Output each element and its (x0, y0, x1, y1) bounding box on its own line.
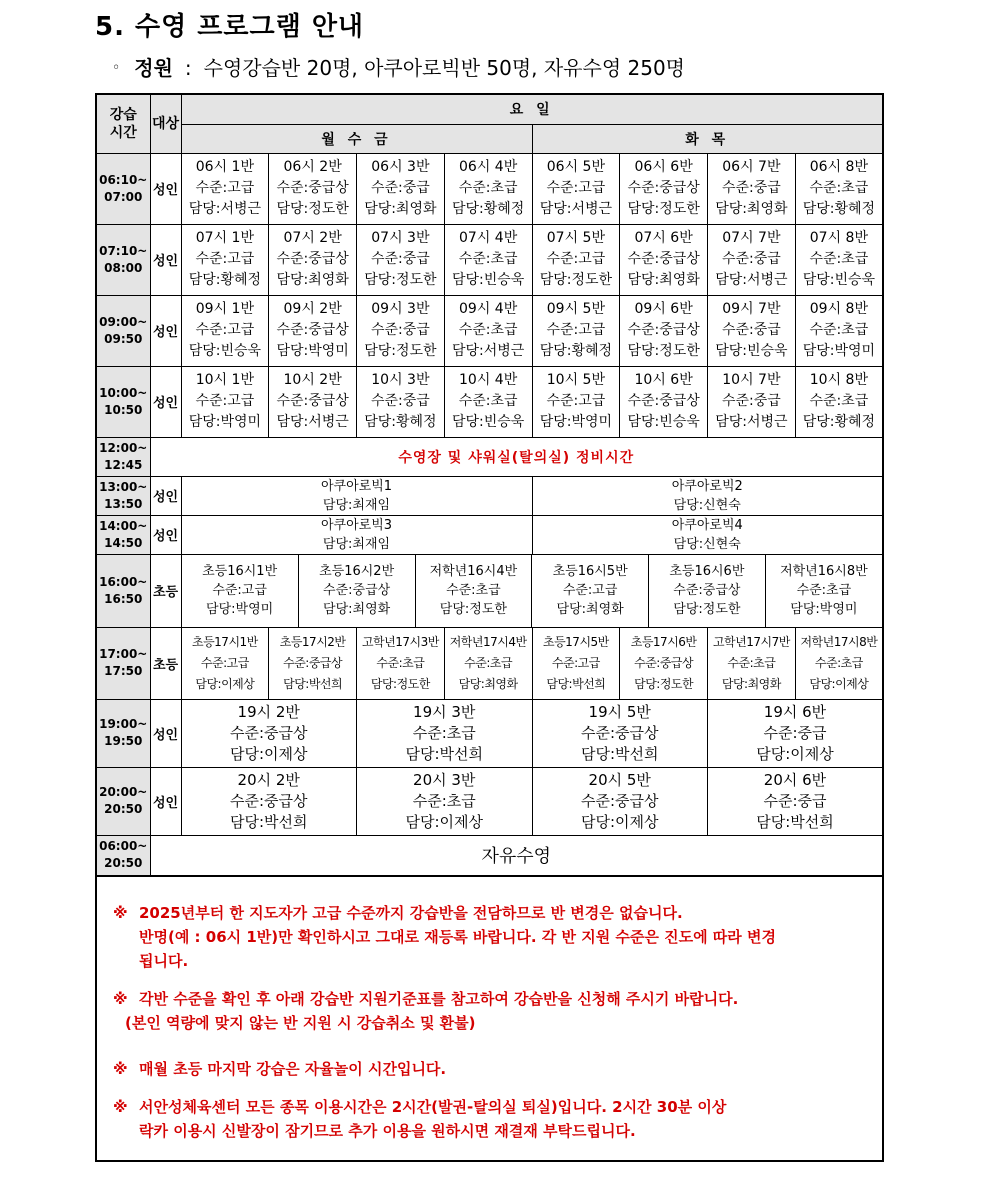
class-name: 아쿠아로빅3 (320, 517, 393, 533)
class-name: 10시 6반 (634, 372, 693, 388)
class-cell (708, 224, 796, 295)
class-name: 초등17시1반 (191, 634, 258, 649)
class-info: 수준:중급 (370, 393, 430, 409)
class-info: 담당:정도한 (276, 201, 349, 217)
time-cell: 06:10~ 07:00 (96, 153, 150, 224)
time-cell: 10:00~ 10:50 (96, 366, 150, 437)
class-info: 담당:박선희 (580, 744, 659, 763)
class-cell (444, 295, 532, 366)
class-name: 06시 2반 (283, 159, 342, 175)
class-cell (181, 767, 357, 835)
class-name: 20시 6반 (763, 770, 827, 789)
kids16-inner (182, 555, 883, 627)
class-info: 수준:고급 (195, 180, 255, 196)
notice-line: 락카 이용시 신발장이 잠기므로 추가 이용을 원하시면 재결재 부탁드립니다. (139, 1122, 636, 1140)
class-name: 09시 8반 (809, 301, 868, 317)
class-info: 수준:중급상 (634, 655, 694, 670)
target-cell: 성인 (150, 767, 181, 835)
notice-line: (본인 역량에 맞지 않는 반 지원 시 강습취소 및 환불) (125, 1014, 476, 1032)
class-info: 수준:고급 (562, 583, 618, 598)
class-info: 수준:초급 (446, 583, 501, 598)
class-cell (269, 224, 357, 295)
table-row (96, 295, 883, 366)
class-info: 담당:황혜정 (802, 201, 876, 217)
class-cell (532, 224, 620, 295)
notice-item (113, 987, 738, 1035)
class-name: 09시 7반 (722, 301, 781, 317)
class-info: 담당:박영미 (790, 602, 858, 617)
capacity-text: 수영강습반 20명, 아쿠아로빅반 50명, 자유수영 250명 (203, 56, 685, 80)
class-info: 담당:박영미 (276, 343, 349, 359)
class-name: 초등17시6반 (630, 634, 697, 649)
class-info: 담당:이제상 (580, 812, 659, 831)
class-info: 수준:고급 (546, 180, 606, 196)
class-info: 담당:빈승욱 (627, 414, 700, 430)
class-cell (357, 153, 445, 224)
class-cell (269, 153, 357, 224)
time-cell: 17:00~ 17:50 (96, 627, 150, 699)
class-cell (357, 366, 445, 437)
class-name: 09시 6반 (634, 301, 693, 317)
class-info: 담당:최영화 (627, 272, 700, 288)
free-swim-cell: 자유수영 (150, 835, 883, 876)
class-cell (620, 153, 708, 224)
class-info: 수준:고급 (551, 655, 600, 670)
class-cell (620, 224, 708, 295)
target-cell: 초등 (150, 627, 181, 699)
class-info: 담당:빈승욱 (188, 343, 262, 359)
bullet-icon: ◦ (112, 60, 121, 76)
class-cell (620, 366, 708, 437)
class-name: 10시 4반 (459, 372, 518, 388)
time-cell: 19:00~ 19:50 (96, 699, 150, 767)
class-name: 10시 7반 (722, 372, 781, 388)
table-row (96, 835, 883, 876)
class-name: 06시 6반 (634, 159, 693, 175)
notice-line: 서안성체육센터 모든 종목 이용시간은 2시간(발권-탈의실 퇴실)입니다. 2시간 30분 이상 (139, 1098, 727, 1116)
class-info: 담당:박영미 (188, 414, 262, 430)
class-info: 담당:빈승욱 (802, 272, 876, 288)
class-cell (357, 699, 533, 767)
table-row (96, 515, 883, 554)
class-info: 수준:초급 (458, 180, 518, 196)
class-info: 담당:황혜정 (364, 414, 437, 430)
class-info: 수준:중급상 (627, 393, 700, 409)
class-name: 19시 6반 (763, 702, 827, 721)
class-cell (532, 366, 620, 437)
notice-box (95, 877, 884, 1162)
class-info: 담당:박선희 (546, 676, 606, 691)
class-cell (269, 295, 357, 366)
class-name: 19시 5반 (588, 702, 651, 721)
class-cell (357, 627, 445, 699)
class-info: 수준:중급상 (627, 251, 700, 267)
class-info: 수준:초급 (464, 655, 513, 670)
capacity-line (112, 52, 685, 81)
class-info: 담당:신현숙 (673, 497, 741, 513)
class-info: 담당:박선희 (405, 744, 483, 763)
class-info: 담당:최영화 (556, 602, 624, 617)
class-name: 10시 1반 (195, 372, 254, 388)
class-info: 수준:고급 (195, 251, 255, 267)
notice-mark: ※ (113, 1060, 128, 1078)
class-info: 수준:중급 (763, 791, 827, 810)
class-info: 수준:중급상 (276, 322, 349, 338)
class-info: 담당:이제상 (195, 676, 255, 691)
capacity-label: 정원 (134, 56, 173, 80)
class-name: 저학년17시8반 (800, 634, 878, 649)
class-name: 07시 8반 (809, 230, 868, 246)
class-cell (182, 555, 299, 627)
time-cell: 14:00~ 14:50 (96, 515, 150, 554)
class-info: 수준:중급상 (229, 723, 308, 742)
class-name: 저학년17시4반 (449, 634, 527, 649)
target-cell: 초등 (150, 554, 181, 627)
class-info: 수준:중급상 (323, 583, 391, 598)
class-name: 고학년17시7반 (712, 634, 790, 649)
class-name: 초등16시2반 (319, 564, 395, 579)
class-cell (444, 153, 532, 224)
class-info: 담당:정도한 (370, 676, 430, 691)
class-info: 수준:중급상 (229, 791, 308, 810)
class-cell (444, 224, 532, 295)
maintenance-cell: 수영장 및 샤워실(탈의실) 정비시간 (150, 437, 883, 476)
class-info: 담당:정도한 (364, 272, 437, 288)
class-name: 20시 2반 (237, 770, 300, 789)
class-info: 수준:중급상 (276, 251, 349, 267)
notice-mark: ※ (113, 1098, 128, 1116)
class-cell (181, 153, 269, 224)
class-name: 07시 6반 (634, 230, 693, 246)
class-cell (181, 224, 269, 295)
header-mwf: 월 수 금 (181, 124, 532, 153)
table-row (96, 699, 883, 767)
class-info: 담당:신현숙 (673, 536, 741, 552)
class-info: 수준:중급상 (580, 723, 659, 742)
class-info: 수준:중급 (721, 180, 781, 196)
class-name: 06시 4반 (459, 159, 518, 175)
time-cell: 13:00~ 13:50 (96, 476, 150, 515)
class-info: 수준:고급 (212, 583, 267, 598)
class-info: 수준:고급 (195, 393, 255, 409)
class-info: 수준:중급상 (627, 322, 700, 338)
time-cell: 12:00~ 12:45 (96, 437, 150, 476)
class-info: 담당:황혜정 (802, 414, 876, 430)
class-cell (620, 627, 708, 699)
class-cell (649, 555, 766, 627)
class-name: 10시 5반 (546, 372, 605, 388)
class-name: 06시 1반 (195, 159, 254, 175)
class-cell (269, 366, 357, 437)
class-info: 수준:중급 (370, 251, 430, 267)
class-info: 수준:고급 (546, 322, 606, 338)
class-info: 담당:서병근 (451, 343, 525, 359)
class-cell (708, 699, 884, 767)
notice-line: 반명(예 : 06시 1반)만 확인하시고 그대로 재등록 바랍니다. 각 반 지원 수준은 진도에 따라 변경 (139, 928, 776, 946)
class-info: 수준:중급 (721, 393, 781, 409)
class-cell (181, 295, 269, 366)
class-info: 담당:최영화 (721, 676, 781, 691)
time-cell: 20:00~ 20:50 (96, 767, 150, 835)
class-name: 06시 7반 (722, 159, 781, 175)
class-name: 저학년16시4반 (429, 564, 518, 579)
class-info: 담당:서병근 (715, 414, 788, 430)
header-time: 강습 시간 (96, 94, 150, 153)
class-info: 담당:박선희 (756, 812, 834, 831)
table-row (96, 153, 883, 224)
class-name: 06시 5반 (546, 159, 605, 175)
class-info: 담당:이제상 (809, 676, 869, 691)
class-name: 07시 3반 (371, 230, 430, 246)
notice-mark: ※ (113, 990, 128, 1008)
class-info: 담당:박영미 (539, 414, 613, 430)
class-cell (298, 555, 415, 627)
class-info: 수준:초급 (412, 723, 476, 742)
class-name: 10시 2반 (283, 372, 342, 388)
class-info: 수준:중급 (370, 322, 430, 338)
class-info: 담당:서병근 (276, 414, 349, 430)
table-row (96, 366, 883, 437)
class-cell (795, 295, 883, 366)
class-info: 수준:고급 (546, 393, 606, 409)
time-cell: 06:00~ 20:50 (96, 835, 150, 876)
class-name: 초등16시6반 (669, 564, 745, 579)
class-info: 담당:황혜정 (539, 343, 613, 359)
class-name: 아쿠아로빅4 (671, 517, 743, 533)
class-info: 수준:초급 (809, 322, 869, 338)
class-info: 수준:초급 (809, 393, 869, 409)
class-info: 담당:황혜정 (188, 272, 262, 288)
class-cell (532, 555, 649, 627)
class-name: 저학년16시8반 (780, 564, 868, 579)
class-name: 10시 3반 (371, 372, 430, 388)
class-info: 수준:초급 (376, 655, 425, 670)
time-cell: 09:00~ 09:50 (96, 295, 150, 366)
class-info: 담당:박영미 (802, 343, 876, 359)
schedule-table (95, 93, 884, 877)
class-cell (532, 153, 620, 224)
class-name: 19시 2반 (237, 702, 300, 721)
class-info: 수준:중급상 (627, 180, 700, 196)
class-info: 수준:고급 (200, 655, 249, 670)
class-info: 담당:서병근 (715, 272, 788, 288)
class-cell (444, 627, 532, 699)
capacity-colon: : (184, 56, 192, 80)
class-cell (795, 153, 883, 224)
class-name: 09시 2반 (283, 301, 342, 317)
notice-line: 2025년부터 한 지도자가 고급 수준까지 강습반을 전담하므로 반 변경은 없습니다. (139, 904, 683, 922)
class-name: 20시 3반 (413, 770, 476, 789)
class-cell (532, 767, 708, 835)
table-row (96, 224, 883, 295)
class-info: 수준:초급 (458, 393, 518, 409)
class-cell (357, 224, 445, 295)
class-cell (415, 555, 532, 627)
class-cell (708, 153, 796, 224)
class-cell (181, 515, 532, 554)
class-cell (708, 767, 884, 835)
target-cell: 성인 (150, 515, 181, 554)
header-tt: 화 목 (532, 124, 883, 153)
class-info: 담당:최영화 (715, 201, 788, 217)
class-name: 09시 1반 (195, 301, 254, 317)
table-row (96, 437, 883, 476)
class-info: 담당:최영화 (276, 272, 349, 288)
table-row (96, 767, 883, 835)
page-title: 5. 수영 프로그램 안내 (95, 12, 365, 42)
notice-line: 각반 수준을 확인 후 아래 강습반 지원기준표를 참고하여 강습반을 신청해 주시기 바랍니다. (139, 990, 739, 1008)
class-cell (795, 366, 883, 437)
class-cell (181, 476, 532, 515)
kids16-holder (181, 554, 883, 627)
notice-mark: ※ (113, 904, 128, 922)
class-info: 수준:중급상 (276, 180, 349, 196)
notice-line: 매월 초등 마지막 강습은 자율놀이 시간입니다. (139, 1060, 447, 1078)
class-info: 수준:중급 (763, 723, 827, 742)
class-info: 수준:초급 (809, 251, 869, 267)
target-cell: 성인 (150, 295, 181, 366)
table-row (96, 627, 883, 699)
class-cell (269, 627, 357, 699)
time-cell: 16:00~ 16:50 (96, 554, 150, 627)
class-info: 수준:초급 (458, 322, 518, 338)
target-cell: 성인 (150, 153, 181, 224)
class-info: 수준:초급 (458, 251, 518, 267)
class-name: 고학년17시3반 (361, 634, 439, 649)
class-cell (532, 627, 620, 699)
notice-line: 됩니다. (139, 952, 189, 970)
class-name: 07시 2반 (283, 230, 342, 246)
class-name: 06시 8반 (809, 159, 868, 175)
class-name: 07시 1반 (195, 230, 254, 246)
class-info: 담당:이제상 (756, 744, 834, 763)
class-info: 담당:정도한 (673, 602, 741, 617)
class-info: 담당:서병근 (539, 201, 613, 217)
class-name: 19시 3반 (413, 702, 476, 721)
class-name: 06시 3반 (371, 159, 430, 175)
class-cell (795, 224, 883, 295)
class-cell (444, 366, 532, 437)
class-cell (708, 627, 796, 699)
class-info: 담당:박선희 (229, 812, 308, 831)
class-name: 07시 4반 (459, 230, 518, 246)
class-info: 담당:최영화 (323, 602, 391, 617)
notice-item (113, 1095, 726, 1143)
class-info: 담당:서병근 (188, 201, 262, 217)
target-cell: 성인 (150, 476, 181, 515)
class-cell (708, 366, 796, 437)
class-info: 수준:중급 (721, 251, 781, 267)
class-name: 20시 5반 (588, 770, 651, 789)
class-info: 수준:고급 (195, 322, 255, 338)
class-info: 수준:중급상 (580, 791, 659, 810)
class-name: 09시 3반 (371, 301, 430, 317)
table-row (96, 476, 883, 515)
class-info: 담당:박선희 (283, 676, 343, 691)
class-info: 담당:최영화 (458, 676, 518, 691)
class-name: 09시 4반 (459, 301, 518, 317)
class-info: 수준:중급상 (276, 393, 349, 409)
class-info: 담당:최영화 (364, 201, 437, 217)
time-cell: 07:10~ 08:00 (96, 224, 150, 295)
class-info: 수준:초급 (814, 655, 863, 670)
class-cell (357, 295, 445, 366)
class-cell (357, 767, 533, 835)
class-info: 담당:이제상 (405, 812, 483, 831)
class-cell (181, 699, 357, 767)
class-cell (181, 627, 269, 699)
class-cell (532, 699, 708, 767)
class-info: 수준:초급 (809, 180, 869, 196)
class-name: 초등16시1반 (202, 564, 278, 579)
class-name: 07시 5반 (546, 230, 605, 246)
class-info: 담당:황혜정 (451, 201, 525, 217)
class-cell (532, 295, 620, 366)
class-name: 초등16시5반 (552, 564, 628, 579)
class-info: 수준:초급 (727, 655, 776, 670)
header-day: 요 일 (181, 94, 883, 124)
class-info: 담당:빈승욱 (451, 272, 525, 288)
class-info: 담당:박영미 (206, 602, 274, 617)
class-info: 수준:초급 (412, 791, 476, 810)
target-cell: 성인 (150, 366, 181, 437)
class-cell (708, 295, 796, 366)
notice-item (113, 1057, 446, 1081)
class-info: 수준:초급 (796, 583, 852, 598)
class-name: 아쿠아로빅2 (671, 478, 743, 494)
class-cell (620, 295, 708, 366)
class-info: 담당:정도한 (627, 343, 700, 359)
target-cell: 성인 (150, 224, 181, 295)
class-info: 수준:중급 (370, 180, 430, 196)
class-cell (181, 366, 269, 437)
target-cell: 성인 (150, 699, 181, 767)
class-cell (532, 515, 883, 554)
class-info: 담당:정도한 (539, 272, 613, 288)
class-name: 07시 7반 (722, 230, 781, 246)
class-info: 담당:정도한 (439, 602, 507, 617)
class-info: 수준:중급 (721, 322, 781, 338)
class-info: 담당:빈승욱 (715, 343, 788, 359)
class-cell (795, 627, 883, 699)
class-info: 담당:정도한 (364, 343, 437, 359)
class-name: 10시 8반 (809, 372, 868, 388)
class-info: 수준:고급 (546, 251, 606, 267)
class-info: 담당:이제상 (229, 744, 308, 763)
class-info: 수준:중급상 (283, 655, 343, 670)
class-info: 담당:빈승욱 (451, 414, 525, 430)
class-info: 담당:최재임 (322, 536, 391, 552)
class-info: 담당:정도한 (634, 676, 694, 691)
class-name: 초등17시5반 (542, 634, 609, 649)
class-cell (765, 555, 882, 627)
class-info: 담당:정도한 (627, 201, 700, 217)
class-info: 수준:중급상 (673, 583, 741, 598)
header-target: 대상 (150, 94, 181, 153)
table-row (96, 554, 883, 627)
class-name: 초등17시2반 (279, 634, 346, 649)
class-info: 담당:최재임 (322, 497, 391, 513)
class-cell (532, 476, 883, 515)
class-name: 아쿠아로빅1 (320, 478, 393, 494)
notice-item (113, 901, 776, 973)
class-name: 09시 5반 (546, 301, 605, 317)
